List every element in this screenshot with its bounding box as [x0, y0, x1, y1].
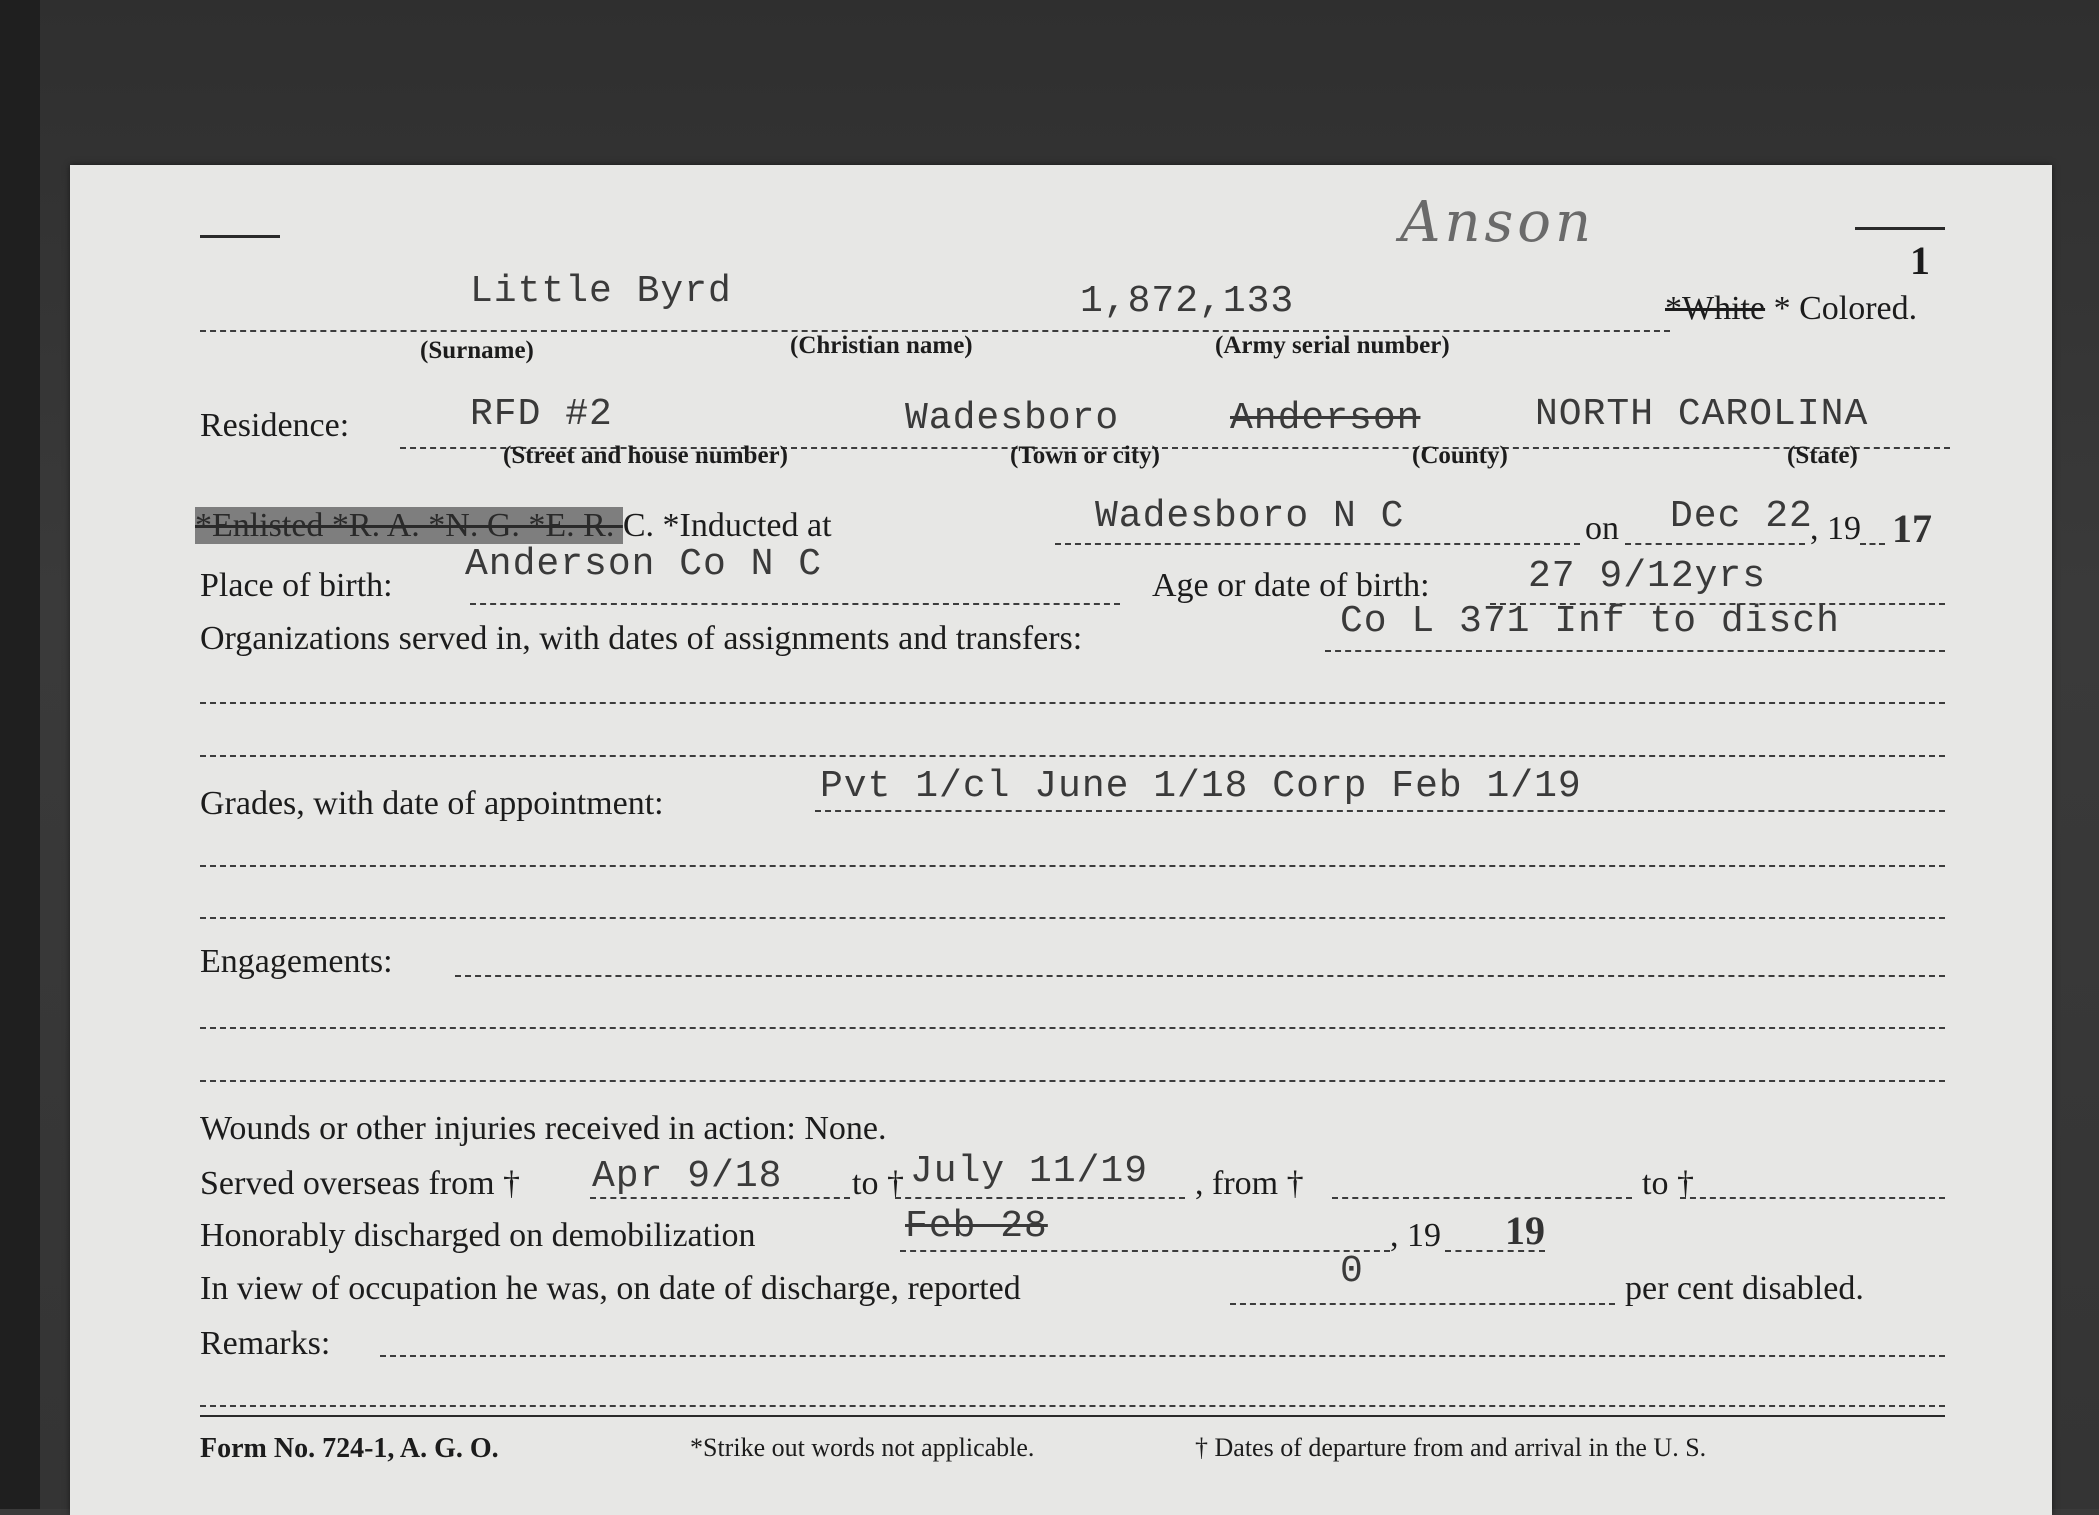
- overseas-from-value: Apr 9/18: [592, 1155, 783, 1198]
- state-caption: (State): [1787, 442, 1858, 469]
- overseas-from-2-line: [1332, 1197, 1632, 1199]
- disability-value: 0: [1340, 1250, 1364, 1293]
- overseas-to-value: July 11/19: [910, 1150, 1149, 1193]
- county-handwritten: Anson: [1400, 190, 1596, 255]
- organizations-line-3: [200, 755, 1945, 757]
- form-number: Form No. 724-1, A. G. O.: [200, 1433, 499, 1464]
- footer-rule: [200, 1415, 1945, 1417]
- service-record-card: [70, 165, 2052, 1515]
- organizations-label: Organizations served in, with dates of assignments and transfers:: [200, 620, 1083, 657]
- disability-line: [1230, 1303, 1615, 1305]
- age-value: 27 9/12yrs: [1528, 555, 1767, 598]
- per-cent-disabled-label: per cent disabled.: [1625, 1270, 1864, 1307]
- residence-street-value: RFD #2: [470, 393, 613, 436]
- footer-note-2: † Dates of departure from and arrival in the U. S.: [1195, 1433, 1707, 1462]
- organizations-line-2: [200, 702, 1945, 704]
- christian-name-caption: (Christian name): [790, 332, 973, 359]
- footer-note-1: *Strike out words not applicable.: [690, 1433, 1035, 1462]
- overseas-to-line: [895, 1197, 1185, 1199]
- residence-label: Residence:: [200, 407, 350, 444]
- inducted-century: , 19: [1810, 510, 1861, 547]
- top-right-rule: [1855, 227, 1945, 230]
- place-of-birth-line: [470, 603, 1120, 605]
- race-options: [1665, 290, 1917, 328]
- residence-state-value: NORTH CAROLINA: [1535, 393, 1869, 436]
- engagements-line-2: [200, 1027, 1945, 1029]
- serial-number-caption: (Army serial number): [1215, 332, 1450, 359]
- overseas-from-2-label: , from †: [1195, 1165, 1304, 1202]
- place-of-birth-value: Anderson Co N C: [465, 543, 823, 586]
- grades-line-3: [200, 917, 1945, 919]
- county-caption: (County): [1412, 442, 1508, 469]
- place-of-birth-label: Place of birth:: [200, 567, 393, 604]
- residence-town-value: Wadesboro: [905, 397, 1120, 440]
- inducted-year-value: 17: [1892, 506, 1932, 551]
- organizations-line-1: [1325, 650, 1945, 652]
- grades-value: Pvt 1/cl June 1/18 Corp Feb 1/19: [820, 765, 1582, 808]
- race-white: *White: [1665, 290, 1766, 327]
- discharged-year-value: 19: [1505, 1208, 1545, 1253]
- overseas-to-2-line: [1680, 1197, 1945, 1199]
- top-left-rule: [200, 235, 280, 238]
- on-label: on: [1585, 510, 1619, 547]
- engagements-label: Engagements:: [200, 943, 393, 980]
- disability-label: In view of occupation he was, on date of discharge, reported: [200, 1270, 1021, 1307]
- wounds-label: Wounds or other injuries received in action: None.: [200, 1110, 887, 1147]
- engagements-line-1: [455, 975, 1945, 977]
- race-colored: * Colored.: [1773, 290, 1918, 327]
- street-caption: (Street and house number): [503, 442, 788, 469]
- inducted-year-line: [1860, 543, 1885, 545]
- grades-line-1: [815, 810, 1945, 812]
- inducted-date-line: [1625, 543, 1805, 545]
- engagements-line-3: [200, 1080, 1945, 1082]
- name-value: Little Byrd: [470, 270, 732, 313]
- discharged-century: , 19: [1390, 1217, 1441, 1254]
- age-label: Age or date of birth:: [1152, 567, 1430, 604]
- remarks-line-2: [200, 1405, 1945, 1407]
- inducted-at-label: *Inducted at: [662, 507, 832, 544]
- enlistment-type-options: [195, 507, 832, 545]
- army-serial-number-value: 1,872,133: [1080, 280, 1295, 323]
- scan-edge: [0, 0, 40, 1509]
- grades-line-2: [200, 865, 1945, 867]
- struck-enlistment-options: *Enlisted *R. A. *N. G. *E. R.: [195, 507, 623, 544]
- inducted-at-value: Wadesboro N C: [1095, 495, 1405, 538]
- remarks-label: Remarks:: [200, 1325, 331, 1362]
- remarks-line-1: [380, 1355, 1945, 1357]
- town-caption: (Town or city): [1010, 442, 1160, 469]
- discharged-date-value: Feb 28: [905, 1205, 1048, 1248]
- enlistment-options-tail: C.: [622, 507, 655, 544]
- residence-county-value: Anderson: [1230, 397, 1421, 440]
- discharged-date-line: [900, 1250, 1390, 1252]
- discharged-label: Honorably discharged on demobilization: [200, 1217, 756, 1254]
- inducted-at-line: [1055, 543, 1580, 545]
- grades-label: Grades, with date of appointment:: [200, 785, 664, 822]
- overseas-to-2-label: to †: [1642, 1165, 1694, 1202]
- card-number: 1: [1910, 238, 1930, 283]
- inducted-date-value: Dec 22: [1670, 495, 1813, 538]
- served-overseas-label: Served overseas from †: [200, 1165, 521, 1202]
- surname-caption: (Surname): [420, 337, 534, 364]
- overseas-to-label: to †: [852, 1165, 904, 1202]
- organizations-value: Co L 371 Inf to disch: [1340, 600, 1840, 643]
